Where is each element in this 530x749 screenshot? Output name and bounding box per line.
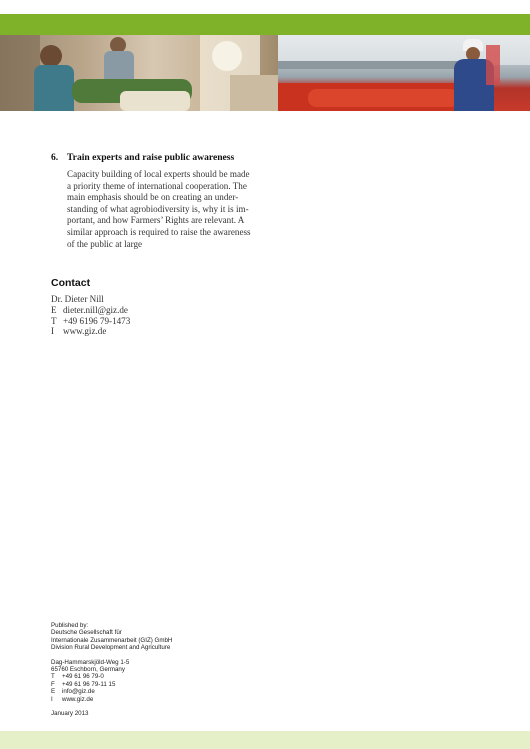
section-body-line: standing of what agrobiodiversity is, why it is im-: [67, 203, 249, 214]
publisher-fax: +49 61 96 79-11 15: [62, 680, 116, 688]
section-body-line: portant, and how Farmers’ Rights are relevant. A: [67, 215, 245, 226]
contact-web-link[interactable]: www.giz.de: [63, 326, 107, 337]
publisher-web-row: [51, 696, 172, 703]
section-heading: [51, 152, 266, 164]
publisher-org-line: Internationale Zusammenarbeit (GIZ) GmbH: [51, 636, 173, 644]
email-label: E: [51, 304, 57, 315]
contact-name: Dr. Dieter Nill: [51, 294, 104, 304]
publisher-division: Division Rural Development and Agriculture: [51, 644, 171, 652]
section-title: Train experts and raise public awareness: [67, 152, 235, 163]
contact-web-row: [51, 326, 130, 337]
contact-email-link[interactable]: dieter.nill@giz.de: [63, 304, 128, 315]
section-train-experts: [51, 152, 266, 250]
footer-green-bar: [0, 731, 530, 749]
section-body-line: a priority theme of international cooperation. The: [67, 180, 247, 191]
publisher-street: Dag-Hammarskjöld-Weg 1-5: [51, 658, 130, 666]
publication-date: January 2013: [51, 710, 89, 718]
section-number: 6.: [51, 152, 59, 163]
publisher-phone-row: [51, 673, 172, 680]
contact-heading: Contact: [51, 277, 91, 289]
publisher-heading: Published by:: [51, 622, 89, 629]
section-body-line: of the public at large: [67, 238, 143, 249]
section-body-line: similar approach is required to raise the awareness: [67, 226, 251, 237]
web-label: I: [51, 695, 53, 703]
fax-label: F: [51, 680, 55, 688]
publisher-email-row: [51, 688, 172, 695]
contact-phone-row: [51, 316, 130, 327]
section-body-line: main emphasis should be on creating an under-: [67, 192, 239, 203]
publisher-email-link[interactable]: info@giz.de: [62, 688, 95, 696]
publisher-web-link[interactable]: www.giz.de: [62, 695, 94, 703]
publisher-imprint: [51, 622, 172, 717]
phone-label: T: [51, 673, 55, 681]
header-green-bar: [0, 14, 530, 35]
publisher-org-line: Deutsche Gesellschaft für: [51, 629, 122, 637]
section-body: [67, 169, 266, 250]
publisher-fax-row: [51, 681, 172, 688]
header-photo-banner: [0, 35, 530, 111]
tomato-processing-photo: [278, 35, 530, 111]
publisher-phone: +49 61 96 79-0: [62, 673, 104, 681]
contact-phone: +49 6196 79-1473: [63, 315, 131, 326]
section-body-line: Capacity building of local experts should be made: [67, 169, 250, 179]
web-label: I: [51, 326, 55, 337]
email-label: E: [51, 688, 56, 696]
contact-block: [51, 294, 130, 337]
contact-email-row: [51, 305, 130, 316]
agriculture-workers-photo: [0, 35, 278, 111]
phone-label: T: [51, 315, 57, 326]
publisher-city: 65760 Eschborn, Germany: [51, 666, 125, 674]
